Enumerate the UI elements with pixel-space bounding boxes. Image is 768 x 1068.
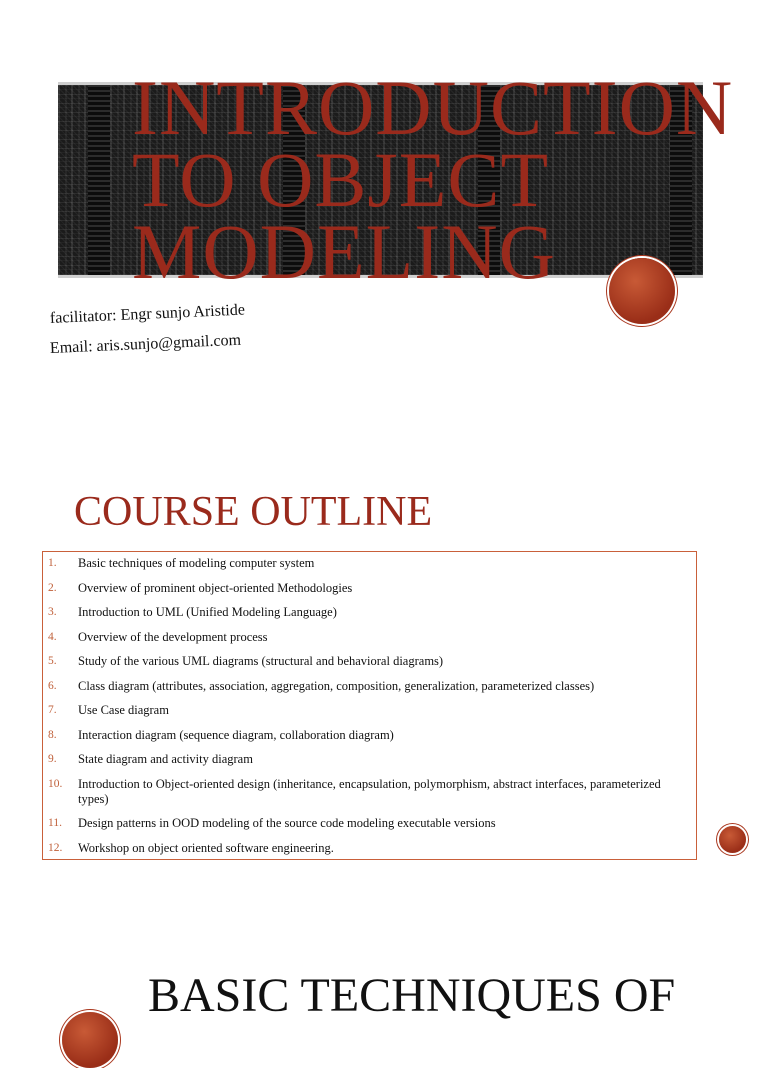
title-slide <box>0 0 768 440</box>
decorative-circle-icon <box>719 826 746 853</box>
course-outline-box <box>42 551 697 860</box>
basic-techniques-title: BASIC TECHNIQUES OF <box>148 969 676 1022</box>
slide-title: INTRODUCTION TO OBJECT MODELING <box>132 64 734 295</box>
outline-item <box>43 777 696 807</box>
decorative-circle-icon <box>609 258 675 324</box>
outline-item-text: Study of the various UML diagrams (structural and behavioral diagrams) <box>78 654 444 668</box>
banner-stripe <box>88 85 110 275</box>
outline-item <box>43 703 696 718</box>
outline-item-text: Interaction diagram (sequence diagram, collaboration diagram) <box>78 727 394 742</box>
outline-item-text: Basic techniques of modeling computer system <box>78 556 315 570</box>
outline-item-text: Overview of prominent object-oriented Methodologies <box>78 580 353 595</box>
outline-item <box>43 752 696 767</box>
outline-item <box>43 556 696 571</box>
outline-item-text: State diagram and activity diagram <box>78 752 253 766</box>
outline-item-text: Introduction to Object-oriented design (inheritance, encapsulation, polymorphism, abstract interfaces, parameterized types) <box>78 776 661 806</box>
decorative-circle-icon <box>62 1012 118 1068</box>
outline-item-number: 6. <box>48 679 57 692</box>
outline-item <box>43 605 696 620</box>
outline-item <box>43 581 696 596</box>
outline-item-number: 10. <box>48 777 63 790</box>
outline-item <box>43 728 696 743</box>
outline-item-text: Overview of the development process <box>78 629 268 644</box>
outline-item-number: 7. <box>48 704 57 716</box>
outline-item-number: 9. <box>48 753 57 765</box>
outline-item <box>43 816 696 831</box>
outline-item <box>43 654 696 669</box>
outline-item-text: Workshop on object oriented software engineering. <box>78 840 334 855</box>
outline-item <box>43 679 696 694</box>
outline-item-number: 3. <box>48 606 57 618</box>
outline-item-number: 2. <box>48 581 57 594</box>
outline-item <box>43 841 696 856</box>
outline-item-number: 5. <box>48 655 57 667</box>
outline-item-text: Use Case diagram <box>78 703 169 717</box>
outline-item-text: Class diagram (attributes, association, aggregation, composition, generalization, parameterized classes) <box>78 678 595 693</box>
outline-item-number: 8. <box>48 728 57 741</box>
email-text: Email: aris.sunjo@gmail.com <box>49 331 242 357</box>
outline-item <box>43 630 696 645</box>
course-outline-title: COURSE OUTLINE <box>74 489 433 535</box>
course-outline-list <box>43 552 696 856</box>
outline-item-text: Introduction to UML (Unified Modeling Language) <box>78 605 337 619</box>
facilitator-text: facilitator: Engr sunjo Aristide <box>49 301 246 327</box>
outline-item-number: 4. <box>48 630 57 643</box>
outline-item-number: 1. <box>48 557 57 569</box>
outline-item-number: 12. <box>48 841 63 854</box>
outline-item-text: Design patterns in OOD modeling of the source code modeling executable versions <box>78 816 496 830</box>
outline-item-number: 11. <box>48 817 62 829</box>
